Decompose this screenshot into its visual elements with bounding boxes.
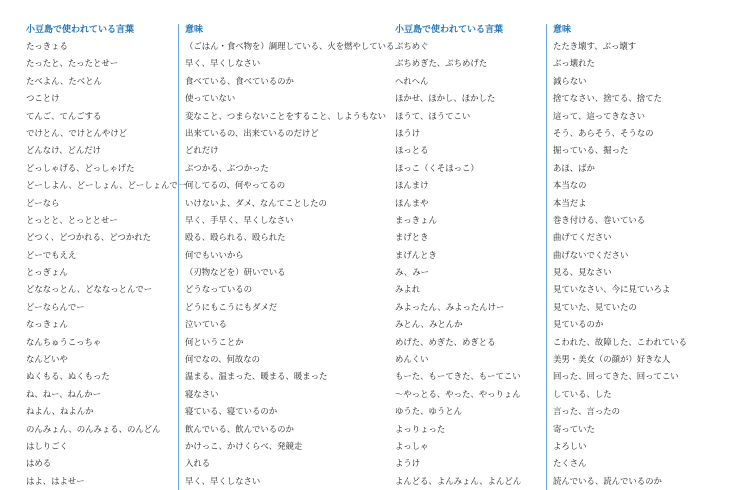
meaning-text: あほ、ばか: [553, 162, 595, 173]
right-dialect-column: [395, 24, 535, 490]
dialect-word: ね、ねー、ねんかー: [26, 388, 102, 399]
dialect-word: のんみょん、のんみょる、のんどん: [26, 423, 161, 434]
right-meaning-header: 意味: [553, 25, 572, 35]
dialect-word: なんちゅうこっちゃ: [26, 336, 102, 347]
meaning-text: 早く、早くしなさい: [185, 58, 261, 69]
dialect-word: ほっとる: [395, 145, 429, 156]
meaning-text: 何でもいいから: [185, 249, 244, 260]
dialect-word: みよれ: [395, 284, 421, 295]
dialect-word: よんどる、よんみょん、よんどん: [395, 475, 522, 486]
meaning-text: 見ていなさい、今に見ていろよ: [553, 284, 671, 295]
dialect-word: なっきょん: [26, 319, 68, 330]
meaning-text: 言った、言ったの: [553, 406, 620, 417]
meaning-text: 殴る、殴られる、殴られた: [185, 232, 286, 243]
meaning-text: （刃物などを）研いでいる: [185, 267, 286, 278]
meaning-text: 本当なの: [553, 180, 587, 191]
meaning-text: 美男・美女（の顔が）好きな人: [553, 354, 671, 365]
left-dialect-header: 小豆島で使われている言葉: [26, 25, 135, 35]
dialect-word: ほんまや: [395, 197, 429, 208]
meaning-text: 見る、見なさい: [553, 267, 612, 278]
dialect-word: でけとん、でけとんやけど: [26, 127, 128, 138]
meaning-text: 寝ている、寝ているのか: [185, 406, 278, 417]
dialect-word: みとん、みとんか: [395, 319, 463, 330]
meaning-text: どうにもこうにもダメだ: [185, 301, 278, 312]
left-meaning-list: [185, 38, 395, 490]
meaning-text: たくさん: [553, 458, 587, 469]
dialect-word: ほうて、ほうてこい: [395, 110, 471, 121]
meaning-text: よろしい: [553, 440, 587, 451]
left-meaning-header: 意味: [185, 25, 204, 35]
meaning-text: どれだけ: [185, 145, 219, 156]
right-dialect-header: 小豆島で使われている言葉: [395, 25, 504, 35]
meaning-text: 入れる: [185, 458, 211, 469]
dialect-word: めんくい: [395, 354, 429, 365]
meaning-text: 何ということか: [185, 336, 244, 347]
dialect-word: み、みー: [395, 267, 430, 278]
dialect-word: たっきょる: [26, 41, 68, 51]
meaning-text: こわれた、故障した、こわれている: [553, 336, 687, 347]
dialect-word: まっきょん: [395, 214, 437, 225]
meaning-text: ぶつかる、ぶつかった: [185, 162, 269, 173]
meaning-text: 温まる、温まった、暖まる、暖まった: [185, 371, 328, 382]
meaning-text: 本当だよ: [553, 197, 587, 208]
meaning-text: 見ていた、見ていたの: [553, 301, 637, 312]
dialect-word: どーなら: [26, 197, 60, 208]
meaning-text: 早く、手早く、早くしなさい: [185, 214, 294, 225]
dialect-word: よっしゃ: [395, 440, 429, 451]
dialect-word: へれへん: [395, 75, 429, 86]
dialect-word: なんどいや: [26, 354, 68, 365]
meaning-text: 巻き付ける、巻いている: [553, 214, 646, 225]
dialect-word: とっとと、とっととせー: [26, 214, 118, 225]
dialect-word: ねよん、ねよんか: [26, 406, 94, 417]
dialect-word: たったと、たったとせー: [26, 58, 119, 69]
meaning-text: 出来ているの、出来ているのだけど: [185, 127, 319, 138]
meaning-text: 泣いている: [185, 319, 227, 330]
dialect-word: ほっこ（くそほっこ）: [395, 162, 479, 173]
meaning-text: している、した: [553, 388, 612, 399]
meaning-text: 変なこと、つまらないことをすること、しようもない: [185, 110, 386, 121]
meaning-text: ぶっ壊れた: [553, 58, 595, 69]
dialect-word: ほかせ、ほかし、ほかした: [395, 93, 496, 104]
meaning-text: （ごはん・食べ物を）調理している、火を燃やしている: [185, 41, 395, 51]
meaning-text: 減らない: [553, 75, 587, 86]
dialect-word: とっぎょん: [26, 267, 68, 278]
dialect-word: どんなけ、どんだけ: [26, 145, 102, 156]
dialect-word: どーでもええ: [26, 249, 77, 260]
meaning-text: 飲んでいる、飲んでいるのか: [185, 423, 294, 434]
dialect-word: もーた、もーてきた、もーてこい: [395, 371, 521, 382]
dialect-word: よっりょった: [395, 423, 446, 434]
meaning-text: いけないよ、ダメ、なんてことしたの: [185, 197, 327, 208]
meaning-text: 食べている、食べているのか: [185, 75, 294, 86]
left-dialect-column: [26, 24, 187, 490]
meaning-text: 見ているのか: [553, 319, 604, 330]
left-dialect-list: [26, 38, 187, 490]
meaning-text: 寄っていた: [553, 423, 595, 434]
meaning-text: 曲げてください: [553, 232, 612, 243]
meaning-text: どうなっているの: [185, 284, 252, 295]
dialect-word: みよったん、みよったんけー: [395, 301, 505, 312]
right-dialect-list: [395, 38, 535, 490]
meaning-text: 寝なさい: [185, 388, 219, 399]
meaning-text: そう、あらそう、そうなの: [553, 127, 654, 138]
dialect-word: どななっとん、どななっとんでー: [26, 284, 153, 295]
dialect-word: ぬくもる、ぬくもった: [26, 371, 110, 382]
dialect-word: めげた、めぎた、めぎとる: [395, 336, 496, 347]
meaning-text: 何でなの、何故なの: [185, 354, 261, 365]
right-meaning-list: [553, 38, 753, 490]
dialect-word: どつく、どつかれる、どつかれた: [26, 232, 151, 243]
dialect-word: どっしゃげる、どっしゃげた: [26, 162, 135, 173]
meaning-text: 掘っている、掘った: [553, 145, 629, 156]
meaning-text: 読んでいる、読んでいるのか: [553, 475, 662, 486]
dialect-word: まげんとき: [395, 249, 437, 260]
left-meaning-column: [178, 24, 395, 490]
meaning-text: 何してるの、何やってるの: [185, 180, 286, 191]
dialect-word: たべよん、たべとん: [26, 75, 102, 86]
dialect-word: ゆうた、ゆうとん: [395, 406, 462, 417]
meaning-text: かけっこ、かけくらべ、発競走: [185, 440, 303, 451]
dialect-word: はよ、はよせー: [26, 475, 85, 486]
dialect-word: どーならんでー: [26, 301, 85, 312]
dialect-word: ぶちめぐ: [395, 41, 429, 51]
dialect-word: はめる: [26, 458, 52, 469]
dialect-word: はしりごく: [26, 440, 68, 451]
meaning-text: 這って、這ってきなさい: [553, 110, 645, 121]
dialect-word: つことけ: [26, 93, 60, 104]
dialect-word: ようけ: [395, 458, 421, 469]
dialect-word: ぶちめぎた、ぶちめげた: [395, 58, 488, 69]
dialect-word: まげとき: [395, 232, 429, 243]
right-meaning-column: [546, 24, 753, 490]
meaning-text: 捨てなさい、捨てる、捨てた: [553, 93, 662, 104]
dialect-word: てんご、てんごする: [26, 110, 102, 121]
meaning-text: 曲げないでください: [553, 249, 629, 260]
dialect-word: ～やっとる、やった、やっりょん: [395, 388, 521, 399]
meaning-text: 回った、回ってきた、回ってこい: [553, 371, 679, 382]
meaning-text: 早く、早くしなさい: [185, 475, 261, 486]
dialect-word: どーしよん、どーしょん、どーしょんで一: [26, 180, 187, 191]
meaning-text: 使っていない: [185, 93, 236, 104]
dialect-word: ほんまけ: [395, 180, 429, 191]
dialect-word: ほうけ: [395, 127, 421, 138]
meaning-text: たたき壊す、ぶっ壊す: [553, 41, 637, 51]
